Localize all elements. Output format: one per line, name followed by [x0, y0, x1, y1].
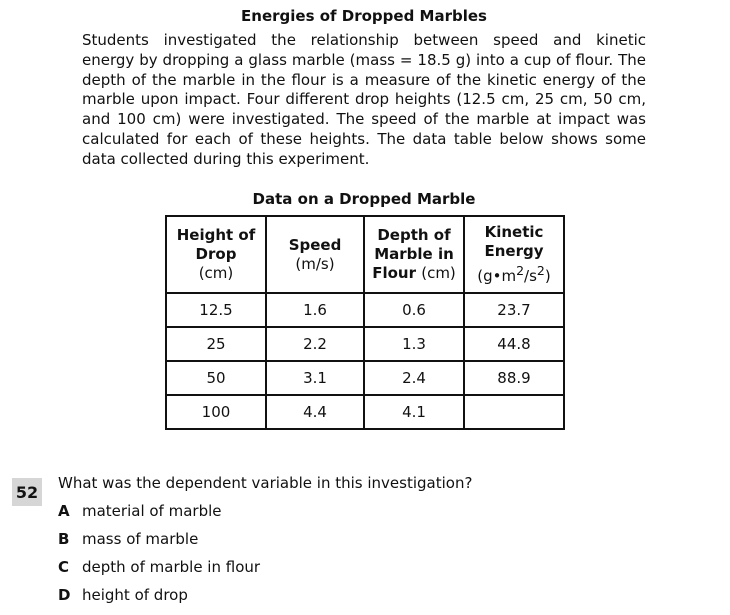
header-text-line	[365, 264, 463, 283]
cell-energy: 88.9	[464, 361, 564, 395]
header-unit: (m/s)	[295, 254, 335, 273]
header-text: Drop	[195, 245, 237, 263]
choice-a[interactable]	[58, 502, 222, 520]
header-text: Speed	[288, 235, 342, 254]
question-text: What was the dependent variable in this investigation?	[58, 474, 473, 492]
table-title: Data on a Dropped Marble	[252, 190, 476, 208]
cell-energy	[464, 395, 564, 429]
choice-letter: C	[58, 558, 70, 576]
cell-depth: 1.3	[364, 327, 464, 361]
unit-superscript: 2	[536, 263, 545, 278]
table-row	[166, 395, 564, 429]
table-header-row	[166, 216, 564, 293]
header-unit: (cm)	[198, 264, 234, 282]
cell-energy: 23.7	[464, 293, 564, 327]
cell-depth: 4.1	[364, 395, 464, 429]
data-table	[165, 215, 565, 430]
choice-c[interactable]	[58, 558, 260, 576]
cell-speed: 1.6	[266, 293, 364, 327]
header-text: Kinetic	[484, 223, 544, 241]
choice-text: depth of marble in flour	[82, 558, 261, 576]
unit-part: /s	[524, 267, 537, 285]
passage-line: Students investigated the relationship between speed and kinetic	[82, 31, 646, 49]
choice-d[interactable]	[58, 586, 188, 604]
question-number: 52	[12, 478, 42, 506]
choice-text: height of drop	[82, 586, 188, 604]
choice-letter: A	[58, 502, 70, 520]
choice-letter: D	[58, 586, 71, 604]
header-unit: (cm)	[421, 264, 456, 282]
cell-speed: 4.4	[266, 395, 364, 429]
cell-height: 12.5	[166, 293, 266, 327]
header-height-of-drop	[166, 216, 266, 293]
header-text: Marble in	[374, 245, 454, 263]
choice-letter: B	[58, 530, 70, 548]
passage-line: depth of the marble in the flour is a measure of the kinetic energy of the	[82, 70, 646, 89]
passage-line: data collected during this experiment.	[82, 149, 370, 168]
table-row	[166, 361, 564, 395]
passage-line: marble upon impact. Four different drop heights (12.5 cm, 25 cm, 50 cm,	[82, 90, 646, 109]
header-depth	[364, 216, 464, 293]
choice-text: mass of marble	[82, 530, 199, 548]
header-text: Depth of	[377, 226, 451, 244]
cell-speed: 3.1	[266, 361, 364, 395]
passage-line: energy by dropping a glass marble (mass = 18.5 g) into a cup of flour. The	[82, 50, 646, 69]
header-unit	[465, 261, 563, 286]
cell-height: 100	[166, 395, 266, 429]
unit-superscript: 2	[516, 263, 525, 278]
table-row	[166, 293, 564, 327]
header-text: Flour	[372, 264, 416, 282]
unit-part: )	[544, 267, 551, 285]
cell-depth: 0.6	[364, 293, 464, 327]
header-text: Energy	[484, 242, 544, 260]
passage-line: and 100 cm) were investigated. The speed of the marble at impact was	[82, 110, 646, 129]
choice-text: material of marble	[82, 502, 222, 520]
header-speed	[266, 216, 364, 293]
unit-part: (g•m	[477, 267, 517, 285]
table-row	[166, 327, 564, 361]
header-kinetic-energy	[464, 216, 564, 293]
cell-energy: 44.8	[464, 327, 564, 361]
page-title: Energies of Dropped Marbles	[241, 7, 487, 25]
choice-b[interactable]	[58, 530, 198, 548]
cell-depth: 2.4	[364, 361, 464, 395]
passage-line: calculated for each of these heights. The data table below shows some	[82, 129, 646, 148]
cell-height: 25	[166, 327, 266, 361]
cell-height: 50	[166, 361, 266, 395]
header-text: Height of	[176, 226, 256, 244]
cell-speed: 2.2	[266, 327, 364, 361]
passage	[82, 31, 646, 170]
